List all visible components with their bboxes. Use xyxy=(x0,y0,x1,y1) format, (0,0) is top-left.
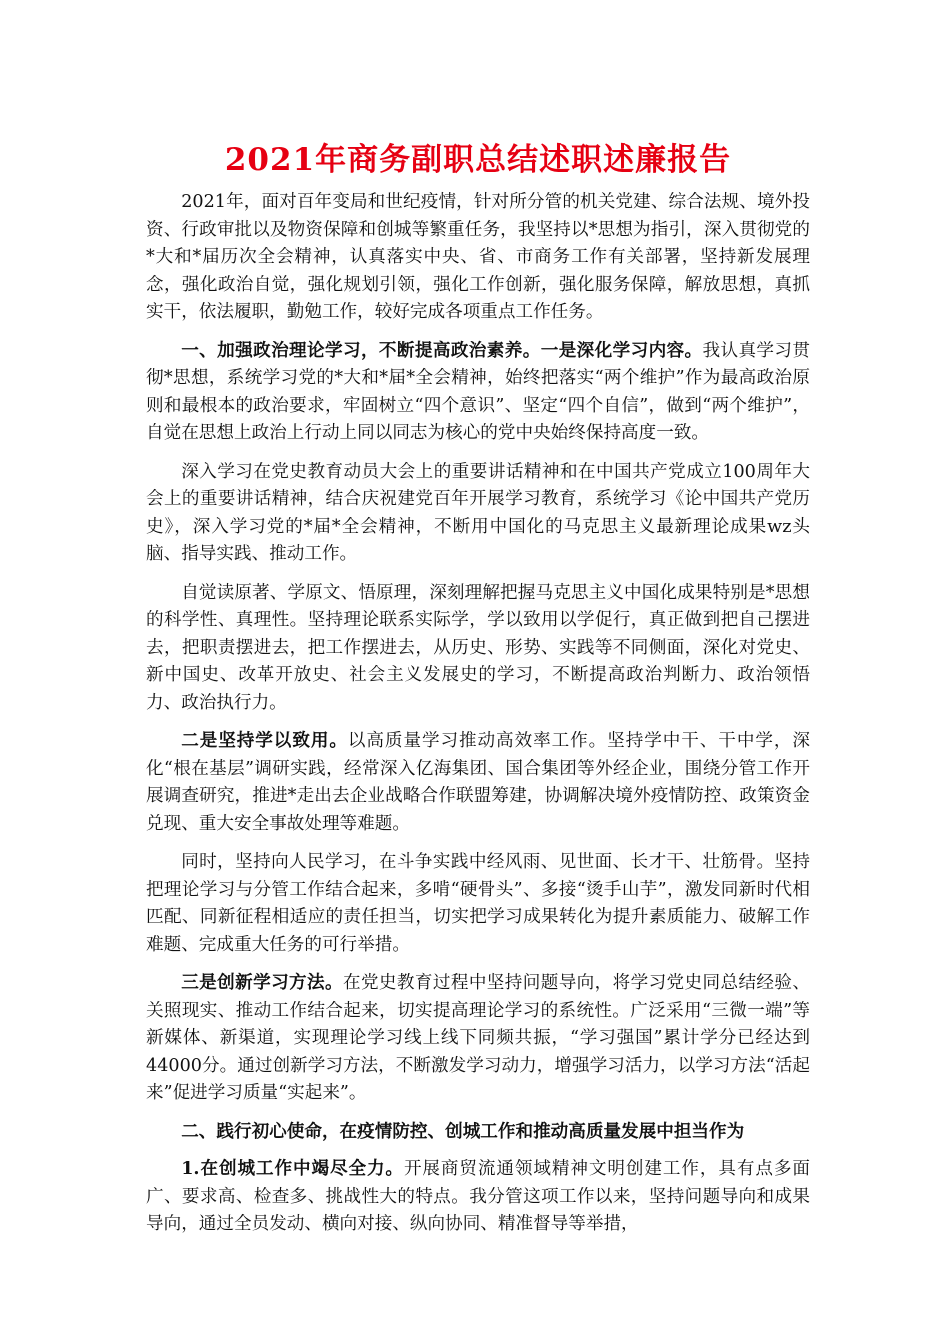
paragraph-text: 在党史教育过程中坚持问题导向，将学习党史同总结经验、关照现实、推动工作结合起来，切实提高理论学习的系统性。广泛采用“三微一端”等新媒体、新渠道，实现理论学习线上线下同频共振，“学习强国”累计学分已经达到44000分。通过创新学习方法，不断激发学习动力，增强学习活力，以学习方法“活起来”促进学习质量“实起来”。 xyxy=(146,973,810,1103)
paragraph-text: 自觉读原著、学原文、悟原理，深刻理解把握马克思主义中国化成果特别是*思想的科学性、真理性。坚持理论联系实际学，学以致用以学促行，真正做到把自己摆进去，把职责摆进去，把工作摆进去，从历史、形势、实践等不同侧面，深化对党史、新中国史、改革开放史、社会主义发展史的学习，不断提高政治判断力、政治领悟力、政治执行力。 xyxy=(146,582,810,713)
paragraph-intro xyxy=(146,188,810,327)
paragraph-lead: 1.在创城工作中竭尽全力。 xyxy=(181,1158,404,1179)
paragraph-text: 以高质量学习推动高效率工作。坚持学中干、干中学，深化“根在基层”调研实践，经常深入亿海集团、国合集团等外经企业，围绕分管工作开展调查研究，推进*走出去企业战略合作联盟筹建，协调解决境外疫情防控、政策资金兑现、重大安全事故处理等难题。 xyxy=(146,731,810,834)
paragraph xyxy=(146,848,810,959)
document-page xyxy=(146,138,810,1249)
paragraph-lead: 二是坚持学以致用。 xyxy=(181,730,348,751)
paragraph xyxy=(146,969,810,1108)
section-heading-2 xyxy=(146,1118,810,1146)
paragraph-lead: 三是创新学习方法。 xyxy=(181,972,343,993)
paragraph-text: 2021年，面对百年变局和世纪疫情，针对所分管的机关党建、综合法规、境外投资、行政审批以及物资保障和创城等繁重任务，我坚持以*思想为指引，深入贯彻党的*大和*届历次全会精神，认真落实中央、省、市商务工作有关部署，坚持新发展理念，强化政治自觉，强化规划引领，强化工作创新，强化服务保障，解放思想，真抓实干，依法履职，勤勉工作，较好完成各项重点工作任务。 xyxy=(146,192,810,322)
paragraph xyxy=(146,1155,810,1239)
paragraph-text: 我认真学习贯彻*思想，系统学习党的*大和*届*全会精神，始终把落实“两个维护”作为最高政治原则和最根本的政治要求，牢固树立“四个意识”、坚定“四个自信”，做到“两个维护”，自觉在思想上政治上行动上同以同志为核心的党中央始终保持高度一致。 xyxy=(146,340,810,443)
paragraph-text: 同时，坚持向人民学习，在斗争实践中经风雨、见世面、长才干、壮筋骨。坚持把理论学习与分管工作结合起来，多啃“硬骨头”、多接“烫手山芋”，激发同新时代相匹配、同新征程相适应的责任担当，切实把学习成果转化为提升素质能力、破解工作难题、完成重大任务的可行举措。 xyxy=(146,852,810,955)
paragraph xyxy=(146,579,810,718)
paragraph xyxy=(146,727,810,838)
paragraph-section-1 xyxy=(146,337,810,448)
paragraph-lead: 一、加强政治理论学习，不断提高政治素养。一是深化学习内容。 xyxy=(181,339,703,361)
paragraph-lead: 二、践行初心使命，在疫情防控、创城工作和推动高质量发展中担当作为 xyxy=(181,1120,745,1142)
paragraph-text: 开展商贸流通领域精神文明创建工作，具有点多面广、要求高、检查多、挑战性大的特点。我分管这项工作以来，坚持问题导向和成果导向，通过全员发动、横向对接、纵向协同、精准督导等举措， xyxy=(146,1159,810,1234)
paragraph xyxy=(146,458,810,569)
paragraph-text: 深入学习在党史教育动员大会上的重要讲话精神和在中国共产党成立100周年大会上的重要讲话精神，结合庆祝建党百年开展学习教育，系统学习《论中国共产党历史》，深入学习党的*届*全会精神，不断用中国化的马克思主义最新理论成果wz头脑、指导实践、推动工作。 xyxy=(146,461,810,564)
document-title: 2021年商务副职总结述职述廉报告 xyxy=(224,142,732,178)
